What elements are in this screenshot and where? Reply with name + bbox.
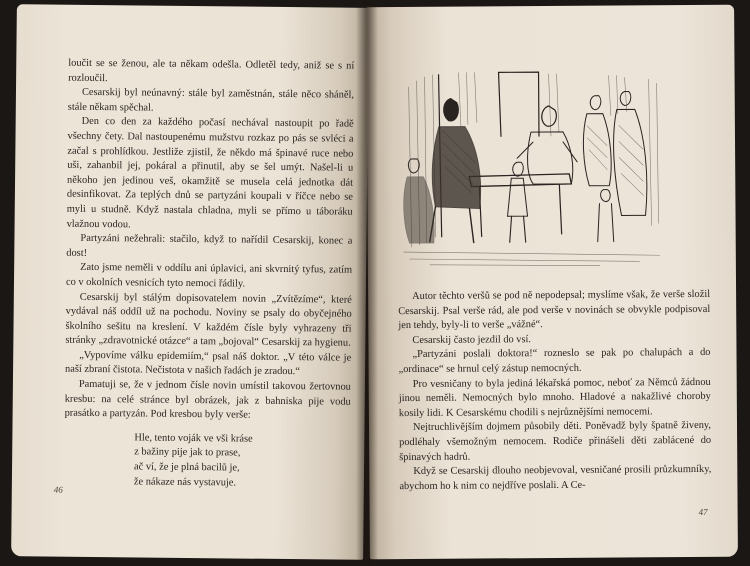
paragraph: Cesarskij často jezdil do vsí.	[412, 333, 532, 346]
paragraph: Autor těchto veršů se pod ně nepodepsal; myslíme však, že verše složil Cesarskij. Psal verše rád, ale pod verše v novinách se obvykle podpisoval jen tehdy, byly-li to verše „vážné“.	[398, 288, 711, 332]
paragraph: Když se Cesarskij dlouho neobjevoval, vesničané prosili průzkumníky, abychom ho k nim co nejdříve poslali. A Ce-	[399, 464, 712, 492]
verse-line: že nákaze nás vystavuje.	[133, 476, 237, 489]
verse-block	[134, 431, 351, 492]
verse-line: Hle, tento voják ve vši kráse	[134, 432, 253, 445]
paragraph: „Partyzáni poslali doktora!“ rozneslo se pak po chalupách a do „ordinace“ se hrnul celý zástup nemocných.	[398, 347, 711, 376]
right-page-text	[398, 288, 711, 494]
verse-line: z bažiny pije jak to prase,	[134, 446, 241, 459]
paragraph: Pro vesničany to byla jediná lékařská pomoc, neboť za Němců žádnou jinou neměli. Nemocných bylo mnoho. Hladové a nakažlivé choroby kosily lidi. K Cesarskému chodili s nejrůznějšími nemocemi.	[398, 376, 711, 419]
paragraph: Cesarskij byl stálým dopisovatelem novin „Zvítězíme“, které vydával náš oddíl už na pochodu. Noviny se psaly do obyčejného školního sešitu na kreslení. V každém čísle byly vyhrazeny tři stránky „zdravotnické otázce“ a tam „bojoval“ Cesarskij za hygienu.	[65, 291, 352, 349]
paragraph: loučit se se ženou, ale ta někam odešla. Odletěl tedy, aniž se s ní rozloučil.	[68, 57, 355, 84]
paragraph: „Vypovíme válku epidemiím,“ psal náš doktor. „V této válce je naší zbraní čistota. Nečistota v našich řadách je zradou.“	[65, 349, 352, 378]
page-number: 47	[698, 506, 708, 517]
left-page-text	[64, 57, 355, 492]
verse-line: ač ví, že je plná bacilů je,	[134, 461, 240, 474]
left-page	[11, 4, 369, 560]
paragraph: Den co den za každého počasí nechával nastoupit po řadě všechny čety. Dal nastoupenému mužstvu rozkaz po pás se svléci a začal s prohlídkou. Jestliže zjistil, že někdo má špinavé ruce nebo uši, zahanbil jej, pokáral a přinutil, aby se šel umýt. Našel-li u někoho jen jedinou veš, okamžitě se musela celá jednotka dát desinfikovat. Za teplých dnů se partyzáni koupali v říčce nebo se myli u studně. Když nastala chladna, myli se přímo u táboráku vlažnou vodou.	[66, 116, 354, 230]
paragraph: Cesarskij byl neúnavný: stále byl zaměstnán, stále něco sháněl, stále někam spěchal.	[67, 87, 355, 114]
partisan-medical-scene-illustration	[398, 65, 667, 269]
right-page	[366, 5, 738, 560]
page-number: 46	[53, 484, 63, 495]
book-gutter	[356, 0, 378, 566]
paragraph: Zato jsme neměli v oddílu ani úplavici, ani skvrnitý tyfus, zatím co v okolních vesnicích tyto nemoci řádily.	[65, 262, 353, 290]
paragraph: Partyzáni nežehrali: stačilo, když to nařídil Cesarskij, konec a dost!	[66, 232, 353, 259]
paragraph: Pamatuji se, že v jednom čísle novin umístil takovou žertovnou kresbu: na celé stránce byl obrázek, jak z bahniska pije vodu prasátko a partyzán. Pod kresbou byly verše:	[64, 378, 351, 421]
paragraph: Nejtruchlivějším dojmem působily děti. Poněvadž byly špatně živeny, podléhaly všemožným nemocem. Rodiče přinášeli děti zablácené do špinavých hadrů.	[399, 420, 712, 463]
